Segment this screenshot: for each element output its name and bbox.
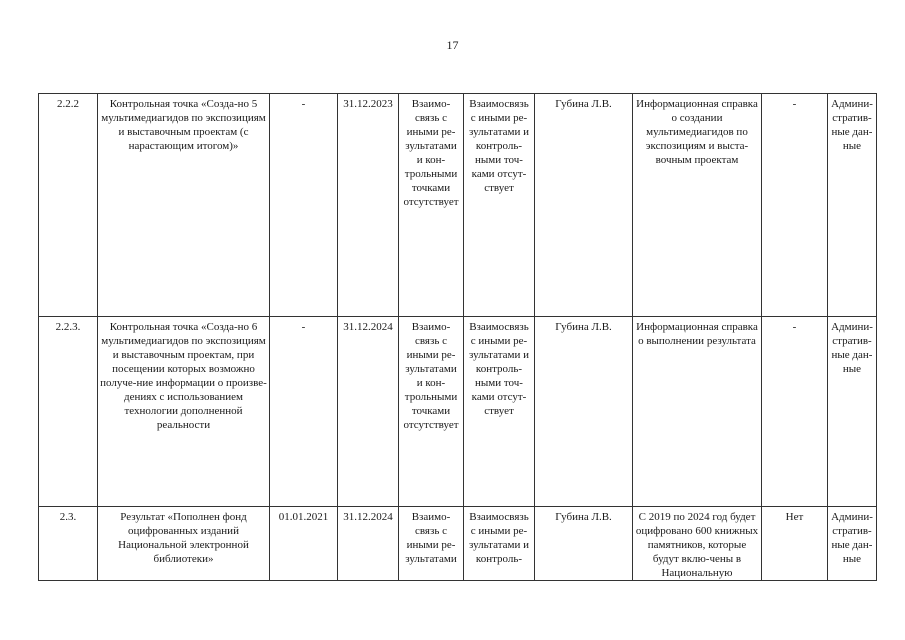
cell-start-date: - — [270, 317, 338, 507]
cell-number: 2.2.2 — [39, 94, 98, 317]
cell-link-prev: Взаимо-связь с иными ре-зультатами — [399, 507, 464, 581]
cell-system: Админи-стратив-ные дан-ные — [828, 507, 877, 581]
cell-document: Информационная справка о создании мультимедиагидов по экспозициям и выста-вочным проектам — [633, 94, 762, 317]
cell-end-date: 31.12.2023 — [338, 94, 399, 317]
table-row — [39, 94, 877, 317]
cell-number: 2.2.3. — [39, 317, 98, 507]
cell-link-next: Взаимосвязь с иными ре-зультатами и контроль-ными точ-ками отсут-ствует — [464, 94, 535, 317]
table-row — [39, 507, 877, 581]
cell-start-date: 01.01.2021 — [270, 507, 338, 581]
cell-responsible: Губина Л.В. — [535, 94, 633, 317]
cell-document: С 2019 по 2024 год будет оцифровано 600 книжных памятников, которые будут вклю-чены в Национальную — [633, 507, 762, 581]
cell-end-date: 31.12.2024 — [338, 317, 399, 507]
cell-link-prev: Взаимо-связь с иными ре-зультатами и кон-трольными точками отсутствует — [399, 317, 464, 507]
page-number: 17 — [446, 38, 459, 52]
cell-link-next: Взаимосвязь с иными ре-зультатами и контроль- — [464, 507, 535, 581]
cell-name: Контрольная точка «Созда-но 5 мультимедиагидов по экспозициям и выставочным проектам (с нарастающим итогом)» — [98, 94, 270, 317]
cell-name: Контрольная точка «Созда-но 6 мультимедиагидов по экспозициям и выставочным проектам, при посещении которых возможно получе-ние информации о произве-дениях с использованием технологии дополненной реальности — [98, 317, 270, 507]
cell-link-next: Взаимосвязь с иными ре-зультатами и контроль-ными точ-ками отсут-ствует — [464, 317, 535, 507]
cell-document: Информационная справка о выполнении результата — [633, 317, 762, 507]
cell-flag: Нет — [762, 507, 828, 581]
cell-name: Результат «Пополнен фонд оцифрованных изданий Национальной электронной библиотеки» — [98, 507, 270, 581]
cell-end-date: 31.12.2024 — [338, 507, 399, 581]
plan-table — [38, 93, 877, 581]
cell-number: 2.3. — [39, 507, 98, 581]
cell-responsible: Губина Л.В. — [535, 317, 633, 507]
table-row — [39, 317, 877, 507]
cell-flag: - — [762, 317, 828, 507]
cell-flag: - — [762, 94, 828, 317]
cell-responsible: Губина Л.В. — [535, 507, 633, 581]
cell-start-date: - — [270, 94, 338, 317]
cell-system: Админи-стратив-ные дан-ные — [828, 317, 877, 507]
cell-link-prev: Взаимо-связь с иными ре-зультатами и кон-трольными точками отсутствует — [399, 94, 464, 317]
cell-system: Админи-стратив-ные дан-ные — [828, 94, 877, 317]
